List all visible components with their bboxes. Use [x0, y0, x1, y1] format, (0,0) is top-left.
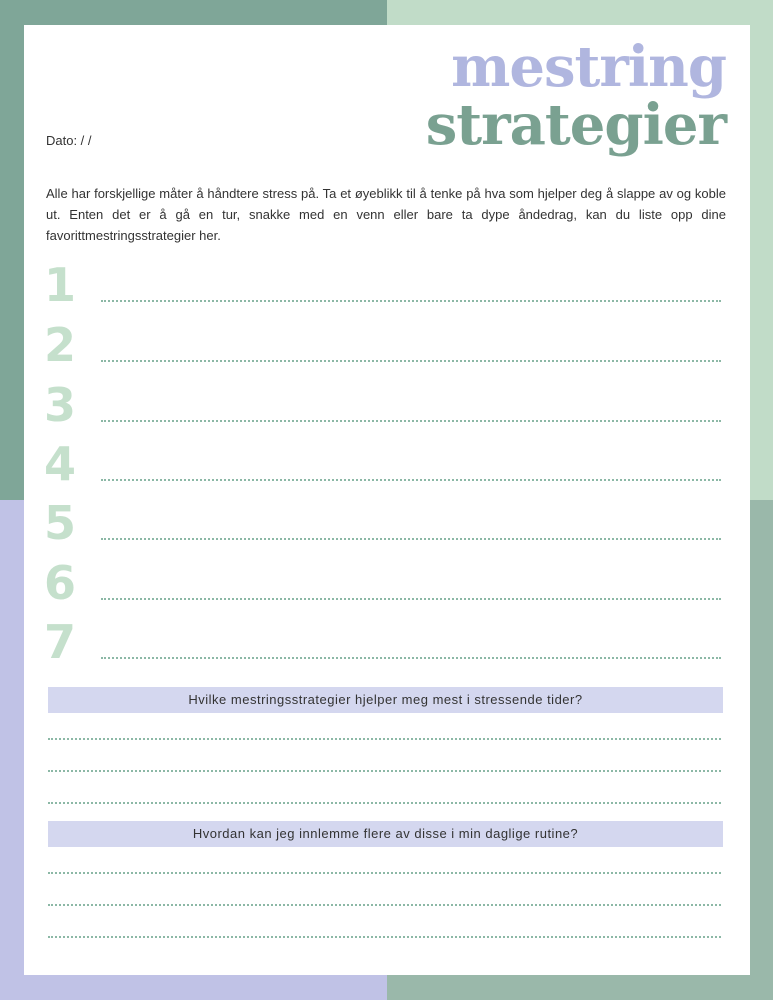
answer-line[interactable]: [48, 738, 721, 740]
answer-line[interactable]: [101, 479, 721, 481]
intro-text: Alle har forskjellige måter å håndtere stress på. Ta et øyeblikk til å tenke på hva som hjelper deg å slappe av og koble ut. Enten det er å gå en tur, snakke med en venn eller bare ta dype åndedrag, kan du liste opp dine favorittmestringsstrategier her.: [46, 186, 726, 243]
answer-line[interactable]: [48, 936, 721, 938]
answer-line[interactable]: [101, 300, 721, 302]
title-line-1: mestring: [451, 34, 726, 100]
answer-line[interactable]: [48, 802, 721, 804]
answer-line[interactable]: [101, 598, 721, 600]
list-item: [24, 320, 750, 376]
date-field[interactable]: Dato: / /: [46, 133, 92, 148]
list-number: 7: [44, 615, 77, 669]
answer-line[interactable]: [48, 770, 721, 772]
answer-line[interactable]: [101, 538, 721, 540]
title-line-2: strategier: [425, 92, 726, 158]
list-number: 3: [44, 378, 77, 432]
list-item: [24, 617, 750, 673]
answer-line[interactable]: [101, 657, 721, 659]
question-bar: Hvilke mestringsstrategier hjelper meg mest i stressende tider?: [48, 687, 723, 713]
list-item: [24, 439, 750, 495]
worksheet-page: [24, 25, 750, 975]
list-number: 5: [44, 496, 77, 550]
list-item: [24, 260, 750, 316]
answer-line[interactable]: [101, 420, 721, 422]
question-bar: Hvordan kan jeg innlemme flere av disse i min daglige rutine?: [48, 821, 723, 847]
list-number: 6: [44, 556, 77, 610]
list-item: [24, 558, 750, 614]
answer-line[interactable]: [48, 904, 721, 906]
answer-line[interactable]: [101, 360, 721, 362]
list-item: [24, 498, 750, 554]
answer-line[interactable]: [48, 872, 721, 874]
list-number: 4: [44, 437, 77, 491]
list-number: 2: [44, 318, 77, 372]
list-item: [24, 380, 750, 436]
page-title: [425, 34, 726, 158]
list-number: 1: [44, 258, 77, 312]
